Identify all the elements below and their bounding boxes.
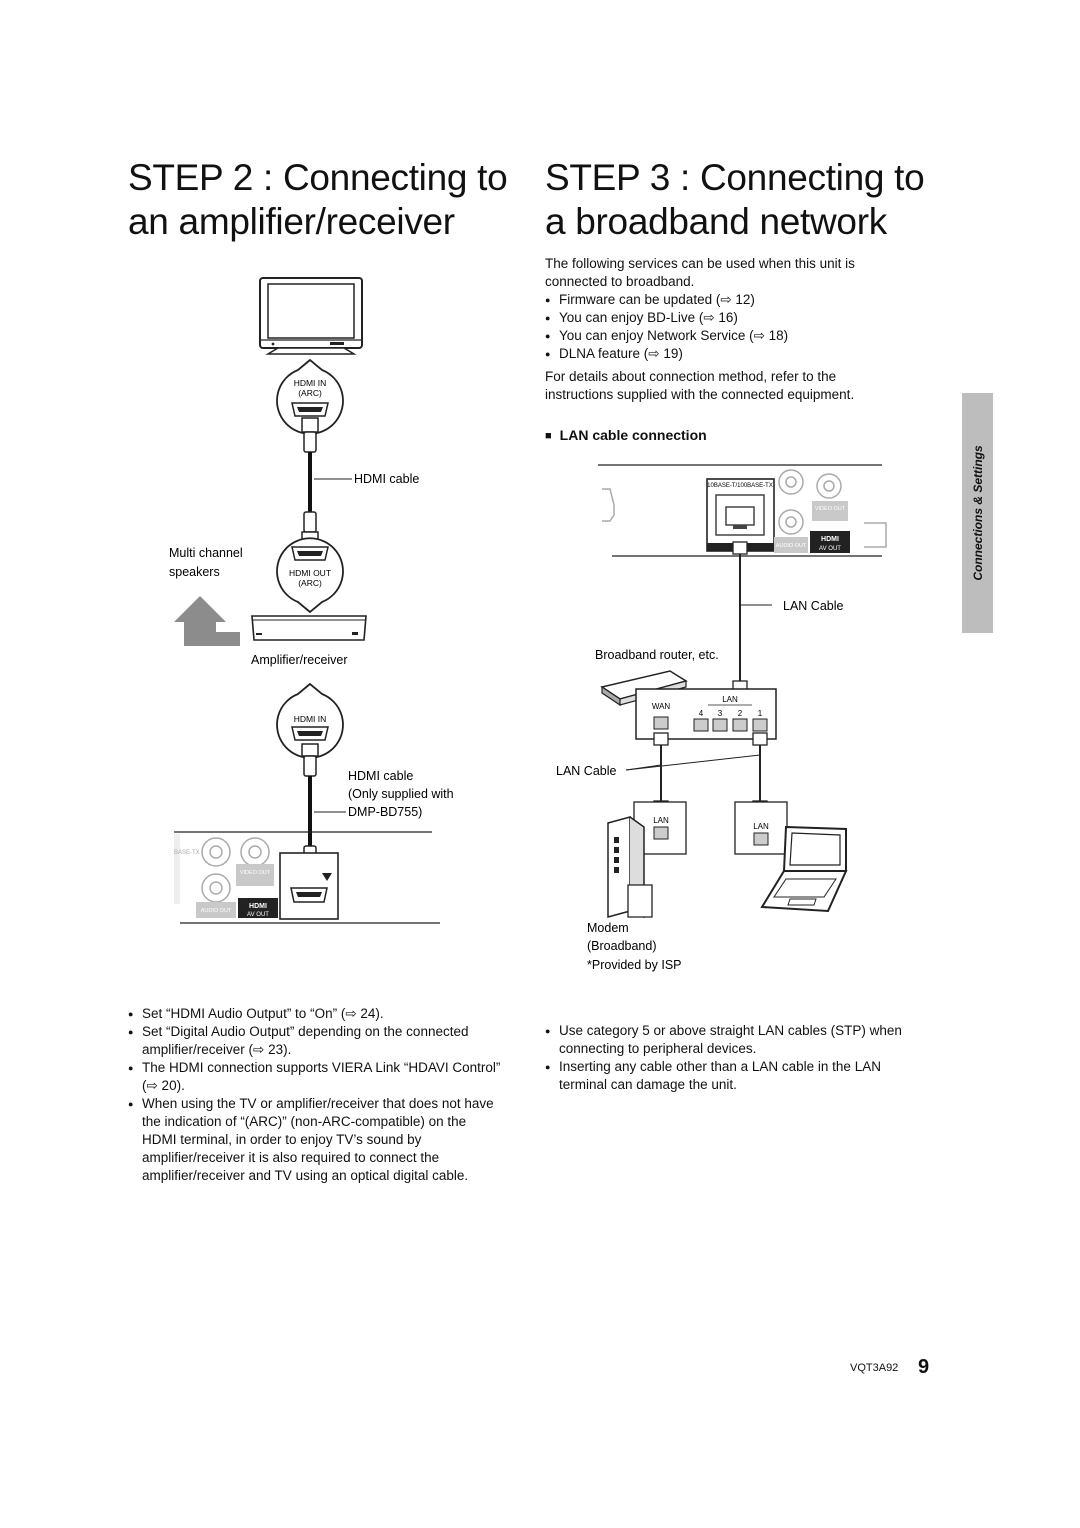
audio-out-text-2: AUDIO OUT (775, 543, 807, 549)
lan-cable-2 (626, 733, 767, 813)
modem-icon (608, 802, 686, 917)
hdmi-in-arc-text2: (ARC) (298, 388, 322, 398)
step2-title-line1: STEP 2 : Connecting to (128, 157, 508, 198)
wan-label: WAN (651, 702, 671, 711)
broadband-router-label: Broadband router, etc. (595, 648, 719, 662)
port-num-2: 2 (737, 709, 743, 718)
tv-icon (260, 278, 362, 354)
step3-notes (545, 1022, 930, 1094)
lan-cable-1 (733, 542, 772, 693)
step3-note-2: ● Inserting any cable other than a LAN cable in the LAN terminal can damage the unit. (545, 1058, 930, 1094)
amplifier-icon (252, 616, 366, 640)
step3-title (545, 156, 924, 244)
service-item-firmware: ● Firmware can be updated (⇨ 12) (545, 291, 890, 309)
step2-note-4: ● When using the TV or amplifier/receiver that does not have the indication of “(ARC)” (non-ARC-compatible) on the HDMI terminal, in order to enjoy TV’s sound by amplifier/receiver it is also required to connect the amplifier/receiver and TV using an optical digital cable. (128, 1095, 503, 1185)
port-num-3: 3 (717, 709, 723, 718)
step2-diagram (160, 260, 460, 940)
video-out-text: VIDEO OUT (239, 870, 271, 876)
laptop-icon (735, 802, 846, 911)
service-item-bdlive: ● You can enjoy BD-Live (⇨ 16) (545, 309, 890, 327)
hdmi-in-arc-text1: HDMI IN (293, 378, 327, 388)
amplifier-label: Amplifier/receiver (251, 653, 348, 667)
side-tab-label: Connections & Settings (970, 445, 985, 581)
hdmi-cable-1 (302, 418, 352, 544)
doc-code: VQT3A92 (850, 1362, 899, 1374)
hdmi-logo-text: HDMI (249, 903, 267, 910)
hdmi-cable-label: HDMI cable (354, 472, 420, 486)
hdmi-out-arc-port-balloon (277, 538, 343, 612)
step3-title-line1: STEP 3 : Connecting to (545, 157, 925, 198)
step3-diagram (540, 455, 900, 975)
router-port-panel (636, 689, 776, 739)
lan-section-title: LAN cable connection (559, 427, 707, 443)
service-item-dlna: ● DLNA feature (⇨ 19) (545, 345, 890, 363)
hdmi-in-text: HDMI IN (293, 714, 327, 724)
step2-note-2: ● Set “Digital Audio Output” depending on the connected amplifier/receiver (⇨ 23). (128, 1023, 503, 1059)
video-out-text-2: VIDEO OUT (814, 506, 846, 512)
step2-notes (128, 1005, 503, 1185)
port-num-1: 1 (757, 709, 763, 718)
modem-label-2: (Broadband) (587, 939, 657, 953)
router-lan-label: LAN (722, 695, 738, 704)
page-number: 9 (918, 1356, 930, 1378)
av-out-text-2: AV OUT (819, 546, 841, 552)
section-marker: ■ (545, 430, 552, 442)
hdmi-out-text2: (ARC) (298, 578, 322, 588)
multi-channel-label1: Multi channel (169, 546, 243, 560)
lan-cable-label-1: LAN Cable (783, 599, 844, 613)
step3-intro: The following services can be used when this unit is connected to broadband. (545, 256, 855, 289)
speaker-arrow-icon (174, 596, 240, 646)
step2-title-line2: an amplifier/receiver (128, 201, 455, 242)
step2-title (128, 156, 507, 244)
pc-lan-label: LAN (753, 822, 769, 831)
step3-details: For details about connection method, refer to the instructions supplied with the connected equipment. (545, 369, 855, 402)
modem-lan-label: LAN (653, 816, 669, 825)
multi-channel-label2: speakers (169, 565, 220, 579)
audio-out-text: AUDIO OUT (200, 908, 232, 914)
step3-note-1: ● Use category 5 or above straight LAN cables (STP) when connecting to peripheral devices. (545, 1022, 930, 1058)
step2-note-3: ● The HDMI connection supports VIERA Link “HDAVI Control” (⇨ 20). (128, 1059, 503, 1095)
lan-section-heading (545, 427, 707, 443)
base-tx-text: BASE-TX (174, 850, 200, 856)
av-out-text: AV OUT (247, 912, 269, 918)
step3-title-line2: a broadband network (545, 201, 887, 242)
hdmi-logo-text-2: HDMI (821, 536, 839, 543)
modem-label-1: Modem (587, 921, 629, 935)
port-num-4: 4 (698, 709, 704, 718)
lan-cable-label-2: LAN Cable (556, 764, 617, 778)
only-supplied-label1: (Only supplied with (348, 787, 454, 801)
port-label-text: 10BASE-T/100BASE-TX (707, 483, 773, 489)
service-item-network: ● You can enjoy Network Service (⇨ 18) (545, 327, 890, 345)
step3-services-list (545, 291, 890, 363)
modem-label-3: *Provided by ISP (587, 958, 682, 972)
only-supplied-label2: DMP-BD755) (348, 805, 423, 819)
hdmi-out-text1: HDMI OUT (288, 568, 332, 578)
hdmi-cable-label-2: HDMI cable (348, 769, 414, 783)
step2-note-1: ● Set “HDMI Audio Output” to “On” (⇨ 24). (128, 1005, 503, 1023)
side-tab (962, 393, 993, 633)
